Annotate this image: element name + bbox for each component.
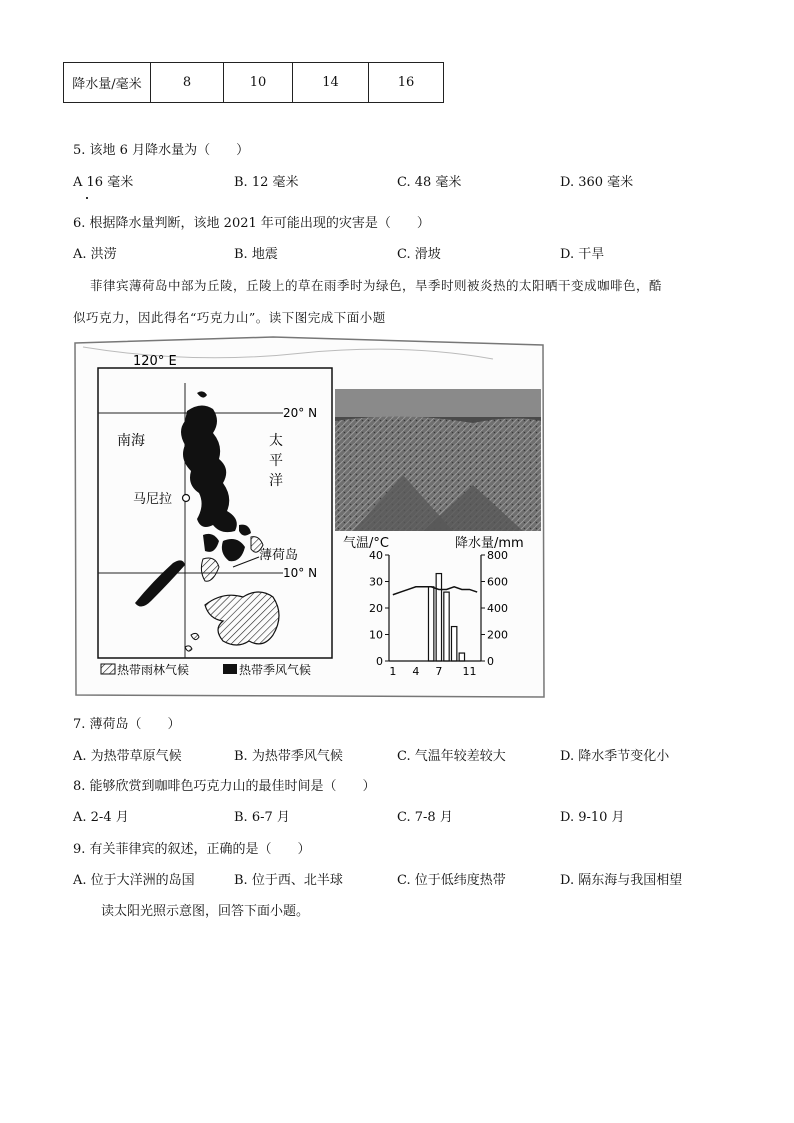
lat-label-10: 10° N — [283, 566, 318, 580]
photo-hills — [335, 416, 541, 531]
question-6-stem: 6. 根据降水量判断，该地 2021 年可能出现的灾害是（ ） — [73, 216, 430, 231]
precip-bar — [459, 653, 464, 661]
question-8-option-b[interactable]: B. 6-7 月 — [234, 810, 290, 825]
table-cell: 14 — [293, 63, 369, 103]
table-cell: 10 — [224, 63, 293, 103]
right-tick-label: 600 — [487, 575, 508, 589]
pacific-label-2: 平 — [269, 453, 283, 469]
table-cell: 8 — [151, 63, 224, 103]
precip-bar — [436, 574, 441, 661]
question-7-option-a[interactable]: A. 为热带草原气候 — [73, 749, 182, 764]
x-tick-label: 11 — [462, 665, 477, 678]
precip-axis-label: 降水量/mm — [455, 536, 524, 551]
x-tick-label: 7 — [435, 665, 443, 678]
left-tick-label: 30 — [369, 575, 383, 589]
table-row-label: 降水量/毫米 — [64, 63, 151, 103]
question-7-stem: 7. 薄荷岛（ ） — [73, 717, 181, 732]
x-tick-label: 1 — [389, 665, 397, 678]
question-5-option-c[interactable]: C. 48 毫米 — [397, 175, 462, 190]
legend-rainforest-label: 热带雨林气候 — [117, 663, 190, 677]
question-9-option-c[interactable]: C. 位于低纬度热带 — [397, 873, 506, 888]
closing-instruction: 读太阳光照示意图，回答下面小题。 — [101, 904, 310, 919]
question-6-option-c[interactable]: C. 滑坡 — [397, 247, 441, 262]
question-6-option-a[interactable]: A. 洪涝 — [73, 247, 117, 262]
passage-line-2: 似巧克力，因此得名“巧克力山”。读下图完成下面小题 — [73, 310, 386, 325]
right-tick-label: 200 — [487, 628, 508, 642]
bohol-label: 薄荷岛 — [259, 548, 299, 563]
pacific-label-3: 洋 — [269, 473, 283, 489]
table-cell: 16 — [369, 63, 444, 103]
question-8-stem: 8. 能够欣赏到咖啡色巧克力山的最佳时间是（ ） — [73, 779, 376, 794]
left-tick-label: 0 — [376, 655, 383, 668]
speck — [86, 197, 88, 199]
legend-rainforest-swatch — [101, 664, 115, 674]
question-7-option-d[interactable]: D. 降水季节变化小 — [560, 749, 670, 764]
question-7-option-b[interactable]: B. 为热带季风气候 — [234, 749, 343, 764]
question-9-option-b[interactable]: B. 位于西、北半球 — [234, 873, 343, 888]
question-5-option-a[interactable]: A 16 毫米 — [73, 175, 134, 190]
precip-bar — [428, 587, 433, 661]
legend-monsoon-swatch — [223, 664, 237, 674]
figure-svg — [73, 335, 545, 699]
manila-label: 马尼拉 — [133, 492, 173, 507]
question-8-option-a[interactable]: A. 2-4 月 — [73, 810, 129, 825]
precip-bar — [451, 627, 456, 661]
manila-marker — [183, 495, 190, 502]
question-8-option-d[interactable]: D. 9-10 月 — [560, 810, 625, 825]
pacific-label-1: 太 — [269, 433, 283, 449]
legend-monsoon-label: 热带季风气候 — [239, 663, 312, 677]
photo-sky — [335, 389, 541, 417]
precipitation-table — [63, 62, 444, 103]
right-tick-label: 800 — [487, 549, 508, 562]
passage-line-1: 菲律宾薄荷岛中部为丘陵，丘陵上的草在雨季时为绿色，旱季时则被炎热的太阳晒干变成咖啡色，酷 — [90, 278, 663, 293]
lon-label: 120° E — [133, 354, 177, 369]
left-tick-label: 10 — [369, 628, 383, 642]
question-9-option-d[interactable]: D. 隔东海与我国相望 — [560, 873, 683, 888]
question-6-option-b[interactable]: B. 地震 — [234, 247, 278, 262]
question-5-stem: 5. 该地 6 月降水量为（ ） — [73, 143, 250, 158]
philippines-figure — [73, 335, 545, 699]
temp-axis-label: 气温/°C — [343, 536, 389, 551]
question-9-option-a[interactable]: A. 位于大洋洲的岛国 — [73, 873, 195, 888]
left-tick-label: 20 — [369, 602, 383, 615]
right-tick-label: 400 — [487, 602, 508, 615]
question-5-option-b[interactable]: B. 12 毫米 — [234, 175, 299, 190]
lat-label-20: 20° N — [283, 406, 318, 420]
question-9-stem: 9. 有关菲律宾的叙述，正确的是（ ） — [73, 842, 311, 857]
right-tick-label: 0 — [487, 655, 494, 668]
left-tick-label: 40 — [369, 549, 383, 562]
precip-bar — [444, 592, 449, 661]
south-sea-label: 南海 — [117, 433, 145, 449]
question-6-option-d[interactable]: D. 干旱 — [560, 247, 605, 262]
table-row — [64, 63, 444, 103]
question-8-option-c[interactable]: C. 7-8 月 — [397, 810, 453, 825]
question-7-option-c[interactable]: C. 气温年较差较大 — [397, 749, 506, 764]
question-5-option-d[interactable]: D. 360 毫米 — [560, 175, 634, 190]
x-tick-label: 4 — [412, 665, 420, 678]
